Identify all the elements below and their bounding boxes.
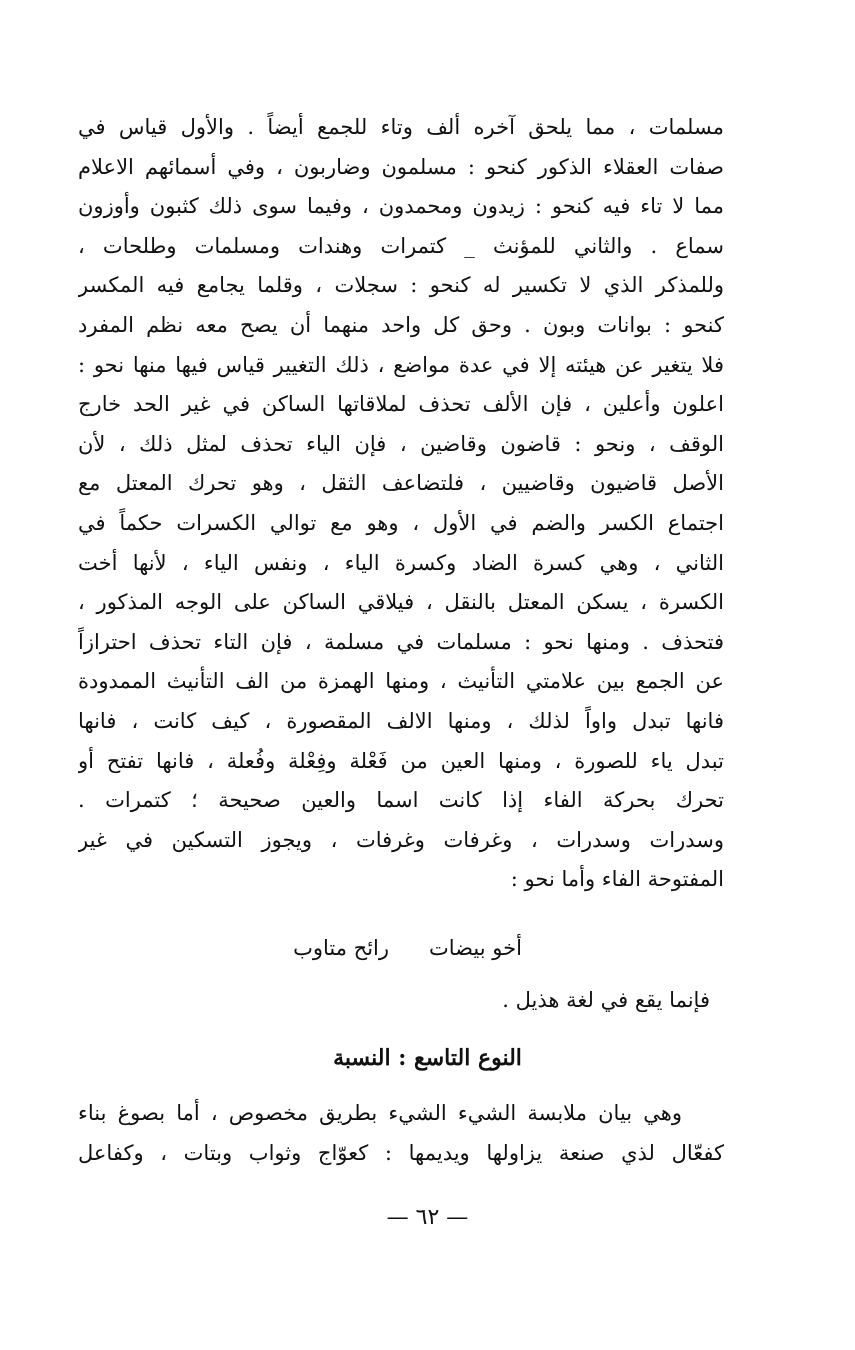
text-line: المفتوحة الفاء وأما نحو : [510, 867, 724, 892]
text-line: الأصل قاضيون وقاضيين ، فلتضاعف الثقل ، وهو تحرك المعتل مع [78, 471, 724, 496]
text-line: وسدرات وسدرات ، وغرفات وغرفات ، ويجوز التسكين في غير [78, 827, 724, 852]
page-number: — ٦٢ — [386, 1205, 469, 1230]
text-line: تبدل ياء للصورة ، ومنها العين من فَعْلة وفِعْلة وفُعلة ، فانها تفتح أو [78, 748, 724, 773]
text-line: تحرك بحركة الفاء إذا كانت اسما والعين صحيحة ؛ كتمرات . [78, 788, 724, 813]
text-line: الثاني ، وهي كسرة الضاد وكسرة الياء ، ونفس الياء ، لأنها أخت [78, 550, 724, 575]
verse-hemistich: أخو بيضات [429, 936, 522, 960]
poetry-verse [0, 928, 855, 968]
text-line: فلا يتغير عن هيئته إلا في عدة مواضع ، ذلك التغيير قياس فيها منها نحو : [78, 352, 724, 377]
text-line: مما لا تاء فيه كنحو : زيدون ومحمدون ، وفيما سوى ذلك كثبون وأوزون [78, 194, 724, 219]
text-line: اجتماع الكسر والضم في الأول ، وهو مع توالي الكسرات حكماً في [78, 510, 724, 535]
text-line: كفعّال لذي صنعة يزاولها ويديمها : كعوّاج وثواب وبتات ، وكفاعل [78, 1140, 724, 1165]
text-line: فانها تبدل واواً لذلك ، ومنها الالف المقصورة ، كيف كانت ، فانها [78, 708, 724, 733]
text-line: الكسرة ، يسكن المعتل بالنقل ، فيلاقي الساكن على الوجه المذكور ، [78, 590, 724, 615]
verse-comment: فإنما يقع في لغة هذيل . [502, 988, 710, 1012]
text-line: الوقف ، ونحو : قاضون وقاضين ، فإن الياء تحذف لمثل ذلك ، لأن [78, 431, 724, 456]
text-line: كنحو : بوانات وبون . وحق كل واحد منهما أن يصح معه نظم المفرد [78, 312, 724, 337]
text-line: عن الجمع بين علامتي التأنيث ، ومنها الهمزة من الف التأنيث الممدودة [78, 669, 724, 694]
verse-hemistich: رائح متاوب [293, 936, 390, 960]
text-line: وللمذكر الذي لا تكسير له كنحو : سجلات ، وقلما يجامع فيه المكسر [78, 273, 724, 298]
section-heading: النوع التاسع : النسبة [333, 1045, 522, 1071]
text-line: صفات العقلاء الذكور كنحو : مسلمون وضاربون ، وفي أسمائهم الاعلام [78, 154, 724, 179]
paragraph-section [78, 1094, 724, 1173]
text-line: اعلون وأعلين ، فإن الألف تحذف لملاقاتها الساكن في غير الحد خارج [78, 392, 724, 417]
text-line: سماع . والثاني للمؤنث _ كتمرات وهندات ومسلمات وطلحات ، [78, 233, 724, 258]
text-line: فتحذف . ومنها نحو : مسلمات في مسلمة ، فإن التاء تحذف احترازاً [78, 629, 724, 654]
text-line: مسلمات ، مما يلحق آخره ألف وتاء للجمع أيضاً . والأول قياس في [78, 115, 724, 139]
paragraph-main [78, 108, 724, 900]
text-line: وهي بيان ملابسة الشيء الشيء بطريق مخصوص ، أما بصوغ بناء [78, 1101, 682, 1125]
